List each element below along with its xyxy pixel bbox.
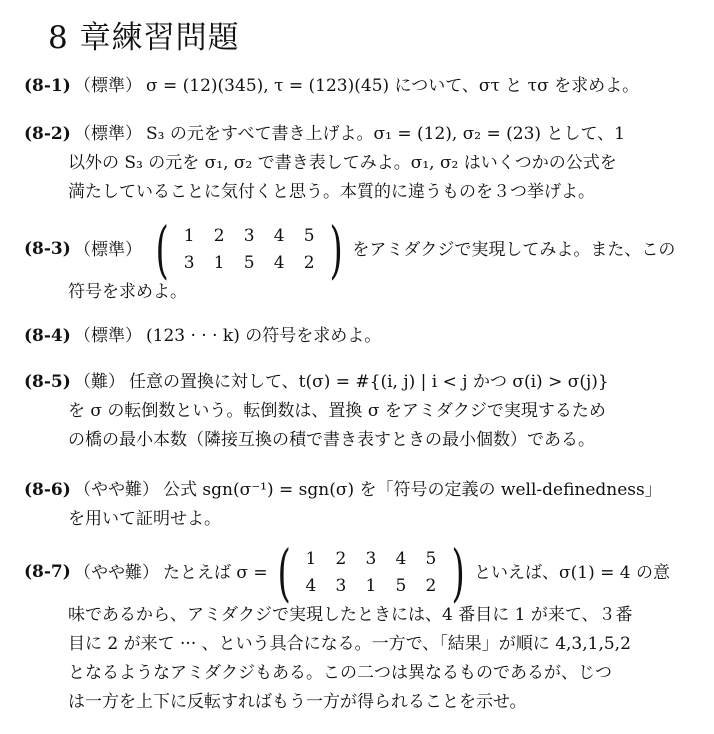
problem-line	[74, 120, 700, 149]
matrix-cell: 1	[183, 226, 195, 246]
problem-text: 符号を求めよ。	[68, 282, 187, 302]
problem-text: 以外の S₃ の元を σ₁, σ₂ で書き表してみよ。σ₁, σ₂ はいくつかの公式を	[68, 153, 617, 173]
problem-text: S₃ の元をすべて書き上げよ。σ₁ = (12), σ₂ = (23) として、1	[146, 124, 625, 144]
problem-number: (8-3)	[24, 239, 71, 259]
difficulty-label: （やや難）	[74, 480, 159, 500]
problem-text: (123 · · · k) の符号を求めよ。	[146, 326, 382, 346]
problem-8-6	[24, 476, 700, 534]
matrix-cell: 5	[243, 253, 255, 273]
difficulty-label: （標準）	[74, 76, 142, 96]
problem-text: たとえば σ =	[163, 562, 268, 583]
matrix-cell: 3	[243, 226, 255, 246]
left-paren: (	[155, 213, 169, 286]
matrix-cell: 5	[395, 576, 407, 596]
matrix-grid	[174, 224, 324, 276]
matrix-cell: 4	[273, 253, 285, 273]
matrix-cell: 2	[425, 576, 437, 596]
right-paren: )	[451, 536, 465, 609]
difficulty-label: （標準）	[74, 326, 142, 346]
matrix-cell: 4	[305, 576, 317, 596]
matrix-cell: 1	[305, 549, 317, 569]
problem-line	[74, 72, 700, 101]
problem-number: (8-1)	[24, 76, 71, 96]
matrix-cell: 2	[213, 226, 225, 246]
matrix-cell: 4	[273, 226, 285, 246]
problem-line	[74, 476, 700, 505]
problem-text: の橋の最小本数（隣接互換の積で書き表すときの最小個数）である。	[68, 430, 595, 450]
problem-text: を用いて証明せよ。	[68, 509, 221, 529]
problem-number: (8-7)	[24, 562, 71, 582]
problem-text: 味であるから、アミダクジで実現したときには、4 番目に 1 が来て、３番	[68, 605, 633, 625]
problem-8-5	[24, 368, 700, 455]
problem-number: (8-2)	[24, 124, 71, 144]
matrix-cell: 3	[183, 253, 195, 273]
problem-line	[74, 322, 700, 351]
difficulty-label: （標準）	[74, 124, 142, 144]
problem-8-1	[24, 72, 700, 101]
matrix-grid	[296, 547, 446, 599]
matrix-cell: 1	[213, 253, 225, 273]
problem-8-2	[24, 120, 700, 207]
problem-8-3	[24, 213, 700, 307]
difficulty-label: （標準）	[74, 239, 142, 260]
matrix-cell: 1	[365, 576, 377, 596]
matrix-cell: 3	[335, 576, 347, 596]
problem-line	[74, 368, 700, 397]
problem-text: σ = (12)(345), τ = (123)(45) について、στ と τσ を求めよ。	[146, 76, 640, 96]
matrix-cell: 3	[365, 549, 377, 569]
permutation-matrix	[150, 213, 348, 286]
problem-8-4	[24, 322, 700, 351]
problem-text: 目に 2 が来て ··· 、という具合になる。一方で、「結果」が順に 4,3,1,5,2	[68, 634, 631, 654]
problem-text: といえば、σ(1) = 4 の意	[474, 562, 671, 583]
right-paren: )	[329, 213, 343, 286]
page-title: 8 章練習問題	[48, 20, 240, 56]
matrix-cell: 5	[303, 226, 315, 246]
matrix-cell: 2	[303, 253, 315, 273]
problem-number: (8-6)	[24, 480, 71, 500]
difficulty-label: （難）	[74, 372, 125, 392]
problem-8-7	[24, 536, 700, 717]
permutation-matrix	[272, 536, 470, 609]
problem-text: となるようなアミダクジもある。この二つは異なるものであるが、じつ	[68, 663, 612, 683]
problem-text: 公式 sgn(σ⁻¹) = sgn(σ) を「符号の定義の well-definedness」	[163, 480, 662, 500]
matrix-cell: 4	[395, 549, 407, 569]
matrix-cell: 5	[425, 549, 437, 569]
problem-text: は一方を上下に反転すればもう一方が得られることを示せ。	[68, 692, 527, 712]
problem-text: 任意の置換に対して、t(σ) = #{(i, j) | i < j かつ σ(i) > σ(j)}	[129, 372, 609, 392]
problem-text: を σ の転倒数という。転倒数は、置換 σ をアミダクジで実現するため	[68, 401, 606, 421]
left-paren: (	[277, 536, 291, 609]
difficulty-label: （やや難）	[74, 562, 159, 583]
problem-text: 満たしていることに気付くと思う。本質的に違うものを３つ挙げよ。	[68, 182, 595, 202]
problem-text: をアミダクジで実現してみよ。また、この	[352, 239, 676, 260]
problem-number: (8-4)	[24, 326, 71, 346]
problem-number: (8-5)	[24, 372, 71, 392]
matrix-cell: 2	[335, 549, 347, 569]
